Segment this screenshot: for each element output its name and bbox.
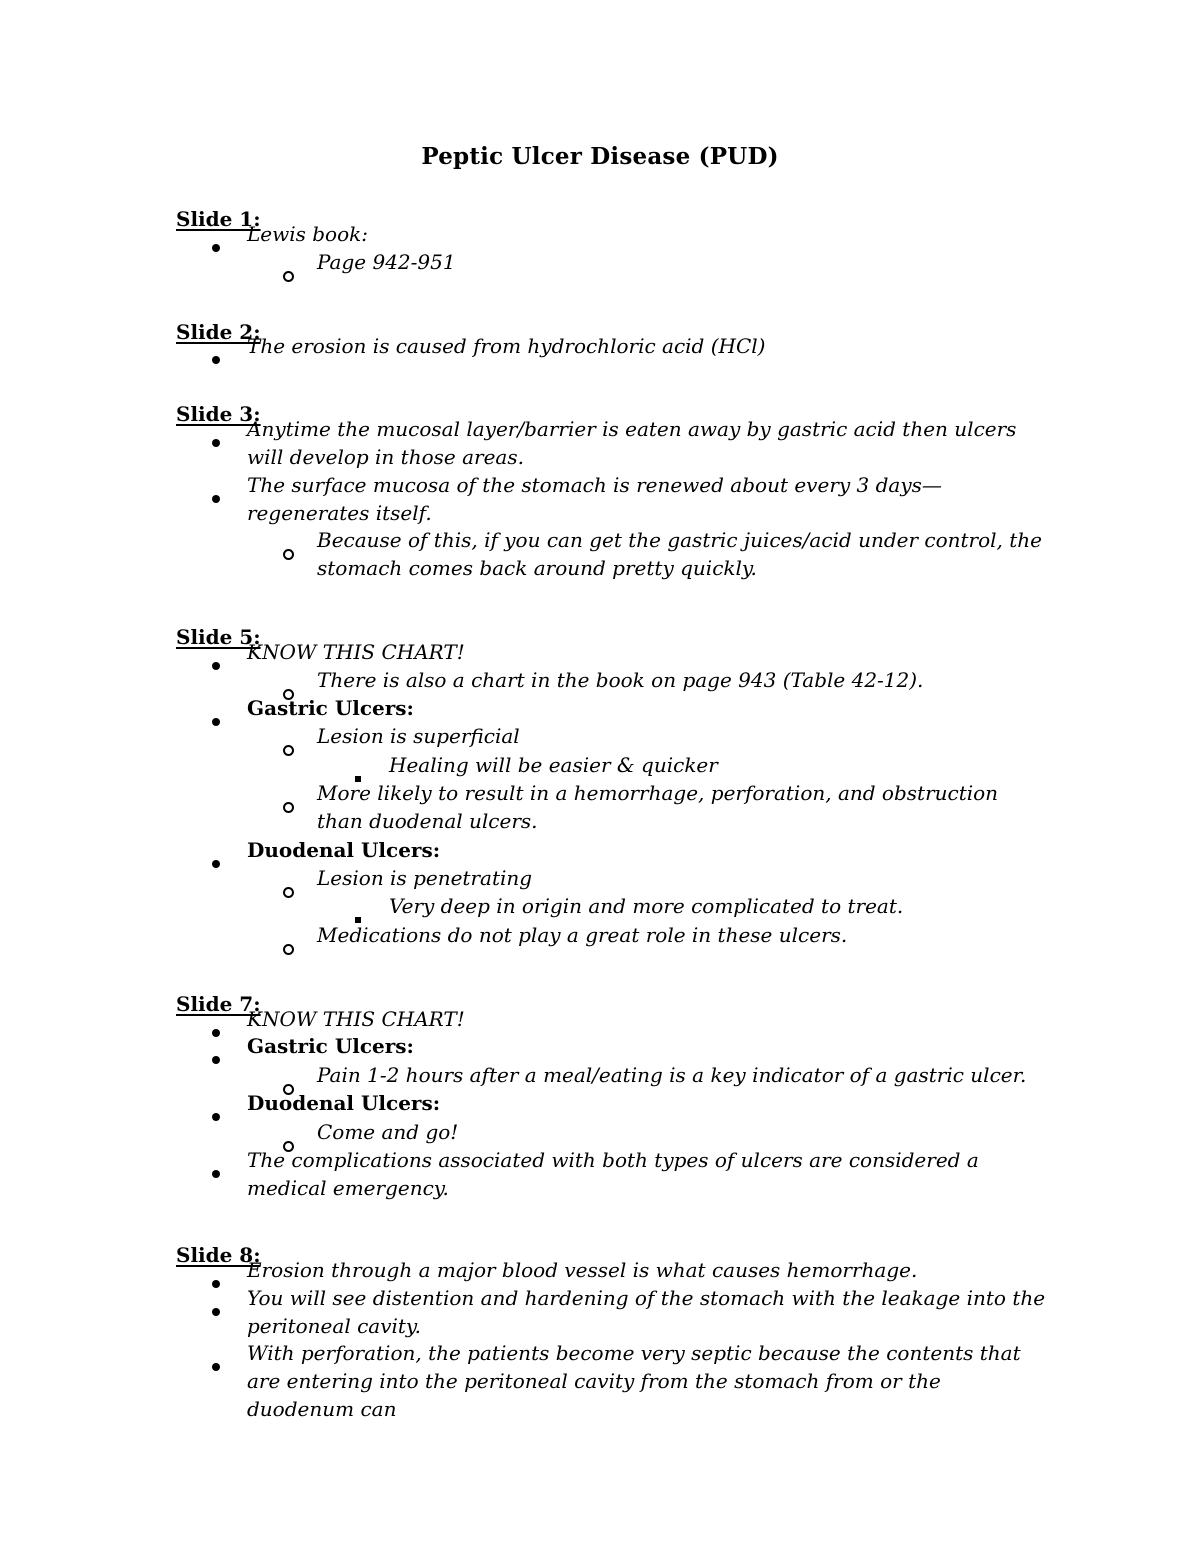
list-item-text: Lesion is penetrating <box>317 866 533 890</box>
bullet-disc-icon <box>212 439 220 447</box>
list-item-text: Anytime the mucosal layer/barrier is eaten away by gastric acid then ulcers will develop in those areas. <box>247 417 1017 469</box>
bullet-disc-icon <box>212 1056 220 1064</box>
list-item-text: More likely to result in a hemorrhage, perforation, and obstruction than duodenal ulcers. <box>317 781 999 833</box>
list-item-text: Erosion through a major blood vessel is what causes hemorrhage. <box>247 1258 918 1282</box>
list-item-text: Duodenal Ulcers: <box>247 1091 441 1115</box>
bullet-disc-icon <box>212 1363 220 1371</box>
list-item-text: Come and go! <box>317 1120 459 1144</box>
bullet-circle-icon <box>283 887 294 898</box>
document-title: Peptic Ulcer Disease (PUD) <box>421 143 779 170</box>
bullet-circle-icon <box>283 802 294 813</box>
list-item-text: With perforation, the patients become very septic because the contents that are entering into the peritoneal cavity from the stomach from or the duodenum can <box>247 1341 1021 1421</box>
bullet-circle-icon <box>283 745 294 756</box>
bullet-disc-icon <box>212 495 220 503</box>
list-item-text: Gastric Ulcers: <box>247 1034 414 1058</box>
list-item-text: Page 942-951 <box>317 250 456 274</box>
list-item-text: Pain 1-2 hours after a meal/eating is a key indicator of a gastric ulcer. <box>317 1063 1027 1087</box>
list-item-text: KNOW THIS CHART! <box>247 1007 465 1031</box>
bullet-disc-icon <box>212 244 220 252</box>
bullet-disc-icon <box>212 1170 220 1178</box>
bullet-disc-icon <box>212 1308 220 1316</box>
section-heading: Slide 2: <box>176 320 261 344</box>
bullet-disc-icon <box>212 1029 220 1037</box>
bullet-disc-icon <box>212 1280 220 1288</box>
list-item-text: Lesion is superficial <box>317 724 520 748</box>
list-item-text: KNOW THIS CHART! <box>247 640 465 664</box>
list-item-text: Lewis book: <box>247 222 368 246</box>
section-heading: Slide 7: <box>176 992 261 1016</box>
list-item-text: The surface mucosa of the stomach is renewed about every 3 days— regenerates itself. <box>247 473 942 525</box>
bullet-circle-icon <box>283 944 294 955</box>
bullet-disc-icon <box>212 718 220 726</box>
bullet-circle-icon <box>283 549 294 560</box>
section-heading: Slide 5: <box>176 625 261 649</box>
list-item-text: Medications do not play a great role in these ulcers. <box>317 923 848 947</box>
bullet-disc-icon <box>212 662 220 670</box>
section-heading: Slide 8: <box>176 1243 261 1267</box>
section-heading: Slide 3: <box>176 402 261 426</box>
list-item-text: You will see distention and hardening of the stomach with the leakage into the peritoneal cavity. <box>247 1286 1046 1338</box>
list-item-text: Because of this, if you can get the gastric juices/acid under control, the stomach comes back around pretty quickly. <box>317 528 1043 580</box>
section-heading: Slide 1: <box>176 207 261 231</box>
bullet-disc-icon <box>212 860 220 868</box>
list-item-text: Very deep in origin and more complicated to treat. <box>389 894 904 918</box>
list-item-text: The complications associated with both types of ulcers are considered a medical emergency. <box>247 1148 979 1200</box>
bullet-circle-icon <box>283 271 294 282</box>
bullet-disc-icon <box>212 1113 220 1121</box>
list-item-text: Gastric Ulcers: <box>247 696 414 720</box>
list-item-text: The erosion is caused from hydrochloric acid (HCl) <box>247 334 766 358</box>
list-item-text: Duodenal Ulcers: <box>247 838 441 862</box>
bullet-disc-icon <box>212 356 220 364</box>
list-item-text: There is also a chart in the book on page 943 (Table 42-12). <box>317 668 924 692</box>
list-item-text: Healing will be easier & quicker <box>389 753 718 777</box>
